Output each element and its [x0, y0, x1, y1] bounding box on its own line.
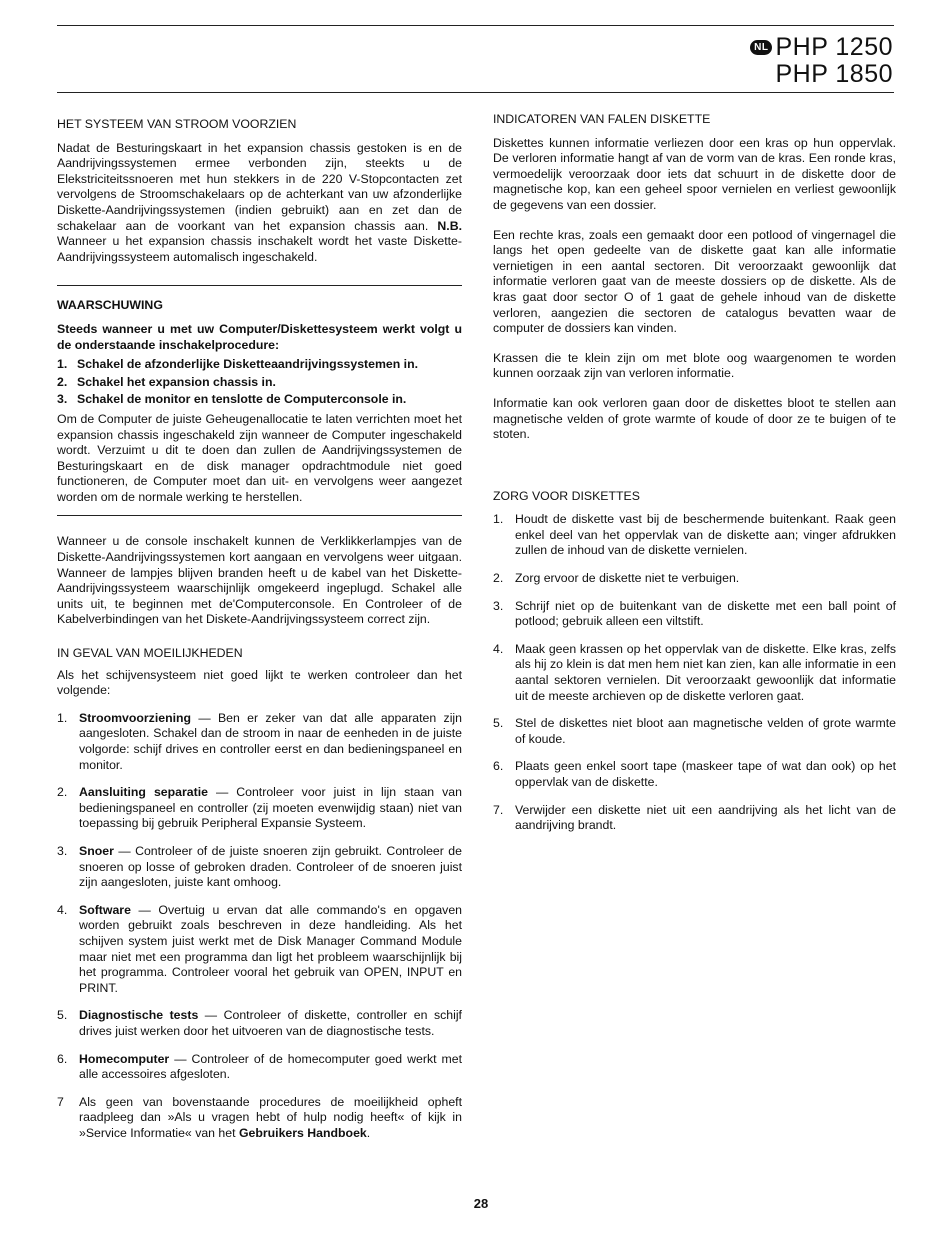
indicators-paragraph-2: Een rechte kras, zoals een gemaakt door een potlood of vingernagel die langs het open gedeelte van de diskette gaat kan alle informatie vernietigen in een aantal sectoren. Dit veroorzaakt gewoonlijk dat informatie verloren gaat van de meeste dossiers op de diskette. Als de kras gaat door sector O of 1 gaat de gehele inhoud van de diskette verloren, aangezien die sectoren de catalogus bevatten waar de computer de dossiers kan vinden.	[493, 227, 896, 336]
nl-language-badge: NL	[750, 40, 772, 55]
care-item: 3. Schrijf niet op de buitenkant van de diskette met een ball point of potlood; gebruik alleen een viltstift.	[493, 598, 896, 629]
section-title-power: HET SYSTEEM VAN STROOM VOORZIEN	[57, 117, 297, 131]
care-item: 7. Verwijder een diskette niet uit een aandrijving als het licht van de aandrijving brandt.	[493, 802, 896, 833]
section-title-care: ZORG VOOR DISKETTES	[493, 488, 640, 503]
right-column	[493, 112, 896, 834]
troubleshoot-item: 5. Diagnostische tests — Controleer of diskette, controller en schijf drives juist werken door het uitvoeren van de diagnostische tests.	[57, 1008, 462, 1038]
warning-title: WAARSCHUWING	[57, 298, 163, 313]
model-php1250: PHP 1250	[775, 33, 893, 61]
troubleshooting-intro: Als het schijvensysteem niet goed lijkt te werken controleer dan het volgende:	[57, 667, 462, 698]
troubleshoot-item: 2. Aansluiting separatie — Controleer voor juist in lijn staan van bedieningspaneel en controller (zij moeten evenwijdig staan) niet van toepassing bij gebruik Peripheral Expansie Systeem.	[57, 785, 462, 831]
power-paragraph: Nadat de Besturingskaart in het expansion chassis gestoken is en de Aandrijvingssystemen ermee verbonden zijn, steekts u de Elekstriciteitssnoeren met hun stekkers in de 220 V-Stopcontacten zet vervolgens de Stroomschakelaars op de achterkant van uw afzonderlijke Diskette-Aandrijvingssystemen (indien gebruikt) aan en zet dan de schakelaar aan de voorkant van het expansion chassis aan. N.B. Wanneer u het expansion chassis inschakelt wordt het vaste Diskette-Aandrijvingssysteem automalisch ingeschakeld.	[57, 140, 463, 264]
care-item: 4. Maak geen krassen op het oppervlak van de diskette. Elke kras, zelfs als hij zo klein is dat men hem niet kan zien, kan alle informatie in een aantal sektoren vernielen. Dit veroorzaakt gewoonlijk dat informatie uit de meeste archieven op de diskette verloren gaat.	[493, 641, 896, 703]
warning-steps	[57, 357, 462, 408]
section-title-troubleshooting: IN GEVAL VAN MOEILIJKHEDEN	[57, 646, 243, 661]
warning-step: 3. Schakel de monitor en tenslotte de Computerconsole in.	[57, 392, 407, 407]
section-title-indicators: INDICATOREN VAN FALEN DISKETTE	[493, 112, 711, 126]
page-number: 28	[473, 1196, 489, 1211]
care-item: 1. Houdt de diskette vast bij de beschermende buitenkant. Raak geen enkel deel van het oppervlak van de diskette aan; vinger afdrukken zullen de inhoud van de diskette vernielen.	[493, 512, 896, 558]
header-bottom-rule	[57, 92, 894, 93]
lamp-paragraph: Wanneer u de console inschakelt kunnen de Verklikkerlampjes van de Diskette-Aandrijvingssystemen kort aangaan en vervolgens weer uitgaan. Wanneer de lampjes blijven branden heeft u de kabel van het Diskette-Aandrijvingssysteem waarschijnlijk omgekeerd ingeplugd. Schakel alle units uit, te beginnen met de'Computerconsole. En Controleer of de Kabelverbindingen van het Diskete-Aandrijvingssysteem correct zijn.	[57, 534, 462, 627]
troubleshoot-item: 6. Homecomputer — Controleer of de homecomputer goed werkt met alle accessoires afgesloten.	[57, 1051, 462, 1082]
header-model-1	[750, 34, 893, 61]
care-item: 2. Zorg ervoor de diskette niet te verbuigen.	[493, 571, 740, 586]
troubleshoot-item: 7 Als geen van bovenstaande procedures de moeilijkheid opheft raadpleeg dan »Als u vragen hebt of hulp nodig heeft« of kijk in »Service Informatie« van het Gebruikers Handboek.	[57, 1094, 462, 1140]
left-column	[57, 117, 462, 1141]
warning-paragraph: Om de Computer de juiste Geheugenallocatie te laten verrichten moet het expansion chassis ingeschakeld zijn wanneer de Computer ingeschakeld wordt. Verzuimt u dit te doen dan zullen de Aandrijvingssystemen de Besturingskaart en de disk manager opdrachtmodule niet goed functioneren, de Computer moet dan uit- en vervolgens weer aangezet worden om de normale werking te herstellen.	[57, 411, 462, 504]
care-item: 6. Plaats geen enkel soort tape (maskeer tape of wat dan ook) op het oppervlak van de diskette.	[493, 759, 896, 789]
indicators-paragraph-3: Krassen die te klein zijn om met blote oog waargenomen te worden kunnen oorzaak zijn van verloren informatie.	[493, 350, 896, 381]
troubleshoot-item: 1. Stroomvoorziening — Ben er zeker van dat alle apparaten zijn aangesloten. Schakel dan de stroom in naar de eenheden in de juiste volgorde: schijf drives en controller eerst en dan bedieningspaneel en monitor.	[57, 710, 462, 772]
warning-step: 1. Schakel de afzonderlijke Disketteaandrijvingssystemen in.	[57, 357, 419, 372]
header-models	[750, 34, 893, 88]
header-model-2: PHP 1850	[775, 60, 893, 88]
care-item: 5. Stel de diskettes niet bloot aan magnetische velden of grote warmte of koude.	[493, 716, 896, 746]
troubleshoot-item: 4. Software — Overtuig u ervan dat alle commando's en opgaven worden gebruikt zoals beschreven in deze handleiding. Als het schijven system juist werkt met de Disk Manager Command Module maar niet met een programma dan ligt het probleem waarschijnlijk bij het programma. Controleer vooral het gebruik van OPEN, INPUT en PRINT.	[57, 902, 462, 995]
warning-intro: Steeds wanneer u met uw Computer/Diskettesysteem werkt volgt u de onderstaande inschakelprocedure:	[57, 321, 462, 352]
header-top-rule	[57, 25, 894, 26]
troubleshoot-item: 3. Snoer — Controleer of de juiste snoeren zijn gebruikt. Controleer de snoeren op losse of gebroken draden. Controleer of de snoeren juist zijn aangesloten, juiste kant omhoog.	[57, 843, 462, 890]
indicators-paragraph-1: Diskettes kunnen informatie verliezen door een kras op hun oppervlak. De verloren informatie hangt af van de vorm van de kras. Een ronde kras, vermoedelijk veroorzaak door iets dat schuurt in de diskette door de magnetische kop, kan een geheel spoor vernielen en verliest gewoonlijk de gegevens van een dossier.	[493, 135, 896, 212]
indicators-paragraph-4: Informatie kan ook verloren gaan door de diskettes bloot te stellen aan magnetische velden of grote warmte of koude of door ze te buigen of te stoten.	[493, 395, 896, 442]
warning-step: 2. Schakel het expansion chassis in.	[57, 374, 276, 389]
